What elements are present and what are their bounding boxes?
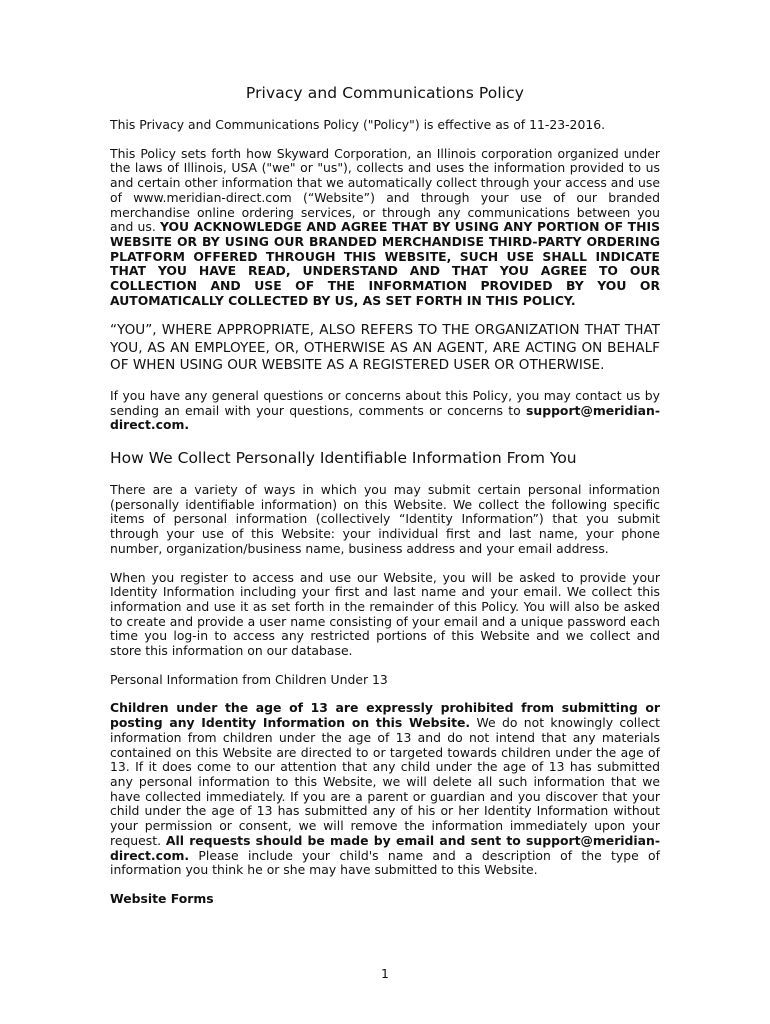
register-paragraph: When you register to access and use our Website, you will be asked to provide your Identity Information including your first and last name and your email. We collect this information and use it as set forth in the remainder of this Policy. You will also be asked to create and provide a user name consisting of your email and a unique password each time you log-in to access any restricted portions of this Website and we collect and store this information on our database. (110, 569, 660, 659)
intro-text: This Policy sets forth how Skyward Corporation, an Illinois corporation organized under the laws of Illinois, USA ("we" or "us"), collects and uses the information provided to us and certain other information that we automatically collect through your access and use of www.meridian-direct.com (“Website”) and through your use of our branded merchandise online ordering services, or through any communications between you and us. (110, 145, 660, 235)
children-text: We do not knowingly collect information from children under the age of 13 and do not intend that any materials contained on this Website are directed to or targeted towards children under the age of 13. If it does come to our attention that any child under the age of 13 has submitted any personal information to this Website, we will delete all such information that we have collected immediately. If you are a parent or guardian and you discover that your child under the age of 13 has submitted any of his or her Identity Information without your permission or consent, we will remove the information immediately upon your request. (110, 715, 660, 848)
children-request-instruction: All requests should be made by email and sent to support@meridian-direct.com. (110, 832, 660, 863)
website-forms-heading-text: Website Forms (110, 890, 214, 906)
page-title: Privacy and Communications Policy (245, 84, 525, 102)
section-heading-collect: How We Collect Personally Identifiable Information From You (110, 449, 577, 468)
children-heading: Personal Information from Children Under 13 (110, 671, 388, 687)
document-page (110, 84, 660, 907)
children-closing-text: Please include your child's name and a description of the type of information you think he or she may have submitted to this Website. (110, 847, 660, 878)
intro-acknowledgement: YOU ACKNOWLEDGE AND AGREE THAT BY USING ANY PORTION OF THIS WEBSITE OR BY USING OUR BRANDED MERCHANDISE THIRD-PARTY ORDERING PLATFORM OFFERED THROUGH THIS WEBSITE, SUCH USE SHALL INDICATE THAT YOU HAVE READ, UNDERSTAND AND THAT YOU AGREE TO OUR COLLECTION AND USE OF THE INFORMATION PROVIDED BY YOU OR AUTOMATICALLY COLLECTED BY US, AS SET FORTH IN THIS POLICY. (110, 219, 660, 308)
page-number: 1 (381, 966, 389, 981)
you-definition-paragraph: “YOU”, WHERE APPROPRIATE, ALSO REFERS TO THE ORGANIZATION THAT THAT YOU, AS AN EMPLOYEE, OR, OTHERWISE AS AN AGENT, ARE ACTING ON BEHALF OF WHEN USING OUR WEBSITE AS A REGISTERED USER OR OTHERWISE. (110, 322, 660, 374)
website-forms-heading (110, 892, 660, 907)
contact-text: If you have any general questions or concerns about this Policy, you may contact us by sending an email with your questions, comments or concerns to (110, 387, 660, 418)
contact-paragraph (110, 389, 660, 433)
contact-email: support@meridian-direct.com. (110, 402, 660, 433)
collect-paragraph: There are a variety of ways in which you may submit certain personal information (personally identifiable information) on this Website. We collect the following specific items of personal information (collectively “Identity Information”) that you submit through your use of this Website: your individual first and last name, your phone number, organization/business name, business address and your email address. (110, 482, 660, 556)
effective-date-paragraph: This Privacy and Communications Policy ("Policy") is effective as of 11-23-2016. (110, 117, 606, 132)
intro-paragraph (110, 147, 660, 309)
children-paragraph (110, 701, 660, 877)
children-prohibition: Children under the age of 13 are expressly prohibited from submitting or posting any Identity Information on this Website. (110, 700, 660, 731)
